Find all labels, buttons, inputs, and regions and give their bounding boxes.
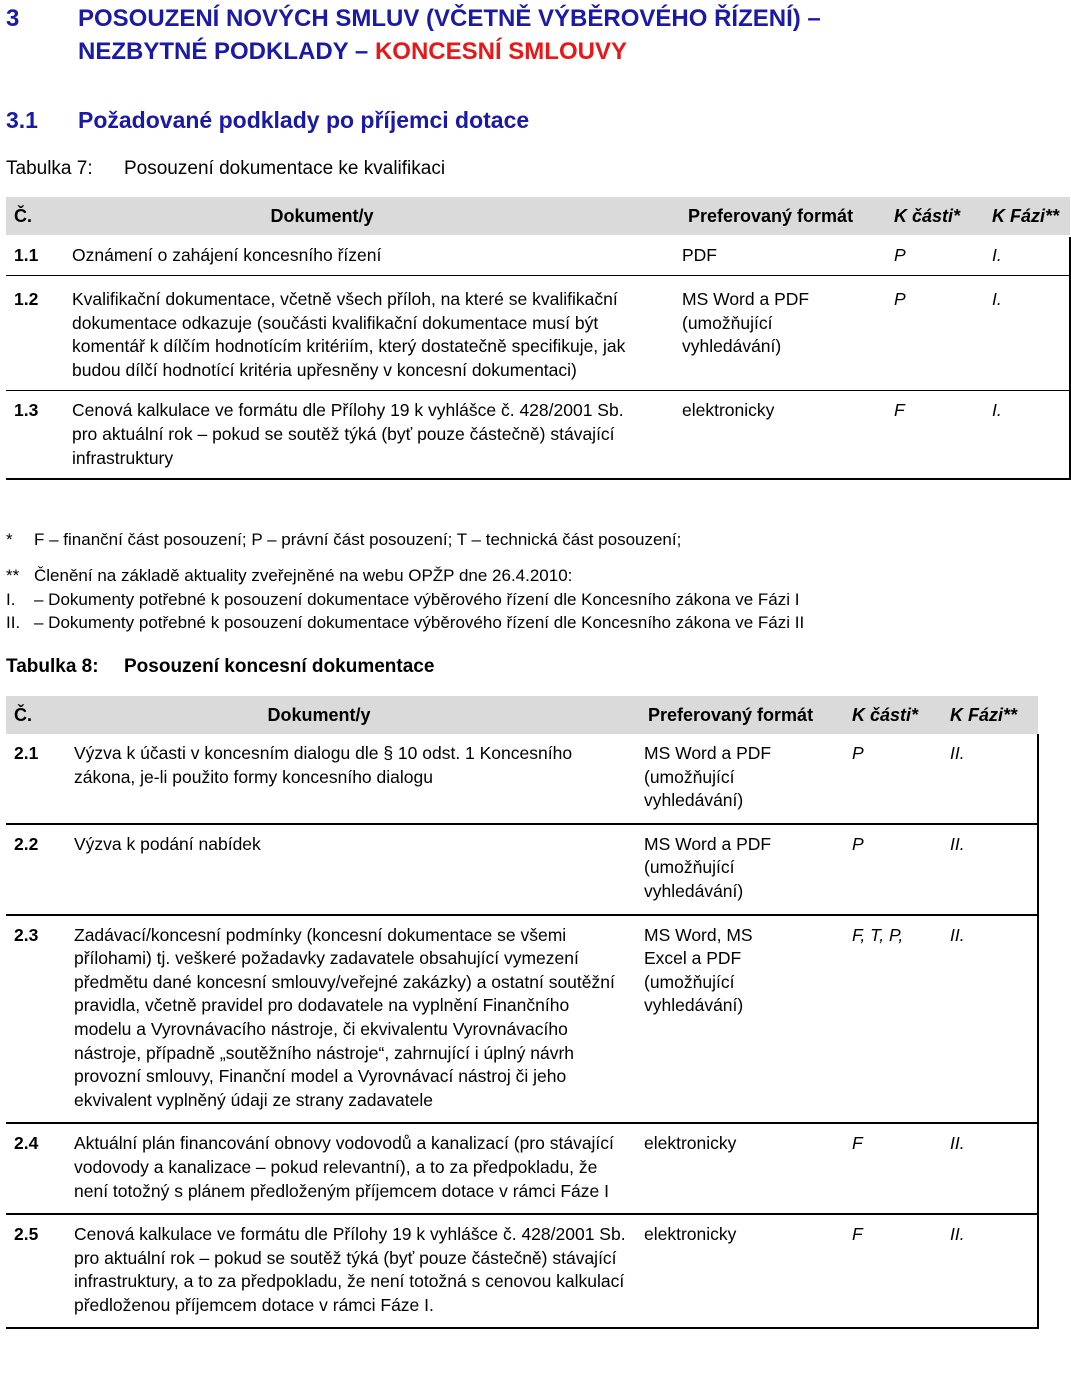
footnote-phase-1 [6,588,799,611]
chapter-title-line2-red: KONCESNÍ SMLOUVY [374,38,627,65]
row-faze: II. [950,734,1038,824]
table2 [6,696,1039,1329]
row-number: 2.4 [6,1123,74,1214]
footnote-phase-2-text: – Dokumenty potřebné k posouzení dokumentace výběrového řízení dle Koncesního zákona ve Fázi II [34,613,805,632]
table1-caption-label: Tabulka 7: [6,158,93,179]
table-row [6,1214,1038,1328]
table-row [6,734,1038,824]
row-document: Výzva k podání nabídek [74,824,644,915]
table2-header-doc: Dokument/y [74,696,644,734]
row-document: Oznámení o zahájení koncesního řízení [72,236,682,276]
row-part: P [852,734,950,824]
footnote-phase-text: Členění na základě aktuality zveřejněné na webu OPŽP dne 26.4.2010: [34,566,573,585]
footnote-phase [6,564,572,587]
table1-header-row [6,197,1070,236]
table-row [6,276,1070,391]
row-part: F [852,1123,950,1214]
row-faze: II. [950,1214,1038,1328]
row-faze: I. [992,391,1070,479]
row-document: Výzva k účasti v koncesním dialogu dle § 10 odst. 1 Koncesního zákona, je-li použito formy koncesního dialogu [74,734,644,824]
row-part: P [894,276,992,391]
table2-header-num: Č. [6,696,74,734]
row-number: 2.5 [6,1214,74,1328]
row-document: Zadávací/koncesní podmínky (koncesní dokumentace se všemi přílohami) tj. veškeré požadavky zadavatele obsahující vymezení předmětu dané koncesní smlouvy/veřejné zakázky) a ostatní soutěžní pravidla, včetně pravidel pro dodavatele na vyplnění Finančního modelu a Vyrovnávacího nástroje, či ekvivalentu Vyrovnávacího nástroje, případně „soutěžního nástroje“, zahrnující i úplný návrh provozní smlouvy, Finanční model a Vyrovnávací nástroj či jeho ekvivalent vyplněný údaji ze strany zadavatele [74,915,644,1124]
table2-header-row [6,696,1038,734]
row-part: P [852,824,950,915]
section-number: 3.1 [6,107,38,133]
table1-caption [6,156,445,182]
row-faze: II. [950,915,1038,1124]
row-format: MS Word a PDF (umožňující vyhledávání) [644,824,852,915]
row-format: elektronicky [682,391,894,479]
row-number: 1.1 [6,236,72,276]
table2-header-fmt: Preferovaný formát [644,696,852,734]
chapter-title-line2 [78,35,627,68]
footnote-part-text: F – finanční část posouzení; P – právní část posouzení; T – technická část posouzení; [34,530,682,549]
row-format: PDF [682,236,894,276]
row-faze: II. [950,1123,1038,1214]
row-faze: I. [992,276,1070,391]
table2-caption [6,654,434,680]
table1 [6,197,1071,480]
chapter-title-line2-plain: NEZBYTNÉ PODKLADY – [78,38,375,65]
footnote-part-mark: * [6,530,13,549]
row-document: Aktuální plán financování obnovy vodovodů a kanalizací (pro stávající vodovody a kanalizace – pokud relevantní), a to za předpokladu, že není totožný s plánem předloženým příjemcem dotace v rámci Fáze I [74,1123,644,1214]
table1-header-num: Č. [6,197,72,236]
table-row [6,915,1038,1124]
footnote-part [6,528,681,551]
row-faze: I. [992,236,1070,276]
row-format: MS Word a PDF (umožňující vyhledávání) [644,734,852,824]
footnote-phase-1-mark: I. [6,590,16,609]
table-row [6,391,1070,479]
table2-header-faze: K Fázi** [950,696,1038,734]
row-format: elektronicky [644,1214,852,1328]
footnote-phase-1-text: – Dokumenty potřebné k posouzení dokumentace výběrového řízení dle Koncesního zákona ve Fázi I [34,590,800,609]
row-number: 2.1 [6,734,74,824]
table1-header-doc: Dokument/y [72,197,682,236]
row-part: P [894,236,992,276]
row-number: 1.3 [6,391,72,479]
footnote-phase-2-mark: II. [6,613,21,632]
row-document: Kvalifikační dokumentace, včetně všech příloh, na které se kvalifikační dokumentace odkazuje (součásti kvalifikační dokumentace musí být komentář k dílčím hodnotícím kritériím, který dostatečně specifikuje, jak budou dílčí hodnotící kritéria upřesněny v koncesní dokumentaci) [72,276,682,391]
row-part: F [894,391,992,479]
section-heading [6,104,529,136]
footnote-phase-2 [6,611,804,634]
table1-header-fmt: Preferovaný formát [682,197,894,236]
row-document: Cenová kalkulace ve formátu dle Přílohy 19 k vyhlášce č. 428/2001 Sb. pro aktuální rok – pokud se soutěž týká (byť pouze částečně) stávající infrastruktury, a to za předpokladu, že není totožná s cenovou kalkulací předloženou příjemcem dotace v rámci Fáze I. [74,1214,644,1328]
chapter-title-line1: POSOUZENÍ NOVÝCH SMLUV (VČETNĚ VÝBĚROVÉHO ŘÍZENÍ) – [78,5,821,32]
table1-header-faze: K Fázi** [992,197,1070,236]
table2-header-part: K části* [852,696,950,734]
table-row [6,236,1070,276]
table-row [6,1123,1038,1214]
table2-caption-label: Tabulka 8: [6,656,99,677]
row-document: Cenová kalkulace ve formátu dle Přílohy 19 k vyhlášce č. 428/2001 Sb. pro aktuální rok – pokud se soutěž týká (byť pouze částečně) stávající infrastruktury [72,391,682,479]
row-part: F [852,1214,950,1328]
table1-header-part: K části* [894,197,992,236]
row-number: 1.2 [6,276,72,391]
row-format: MS Word, MS Excel a PDF (umožňující vyhledávání) [644,915,852,1124]
chapter-number: 3 [6,5,20,32]
table1-caption-text: Posouzení dokumentace ke kvalifikaci [124,158,446,179]
row-part: F, T, P, [852,915,950,1124]
footnote-phase-mark: ** [6,566,20,585]
section-title: Požadované podklady po příjemci dotace [78,107,530,133]
row-number: 2.2 [6,824,74,915]
row-faze: II. [950,824,1038,915]
table2-caption-text: Posouzení koncesní dokumentace [124,656,435,677]
row-number: 2.3 [6,915,74,1124]
row-format: elektronicky [644,1123,852,1214]
table-row [6,824,1038,915]
row-format: MS Word a PDF (umožňující vyhledávání) [682,276,894,391]
